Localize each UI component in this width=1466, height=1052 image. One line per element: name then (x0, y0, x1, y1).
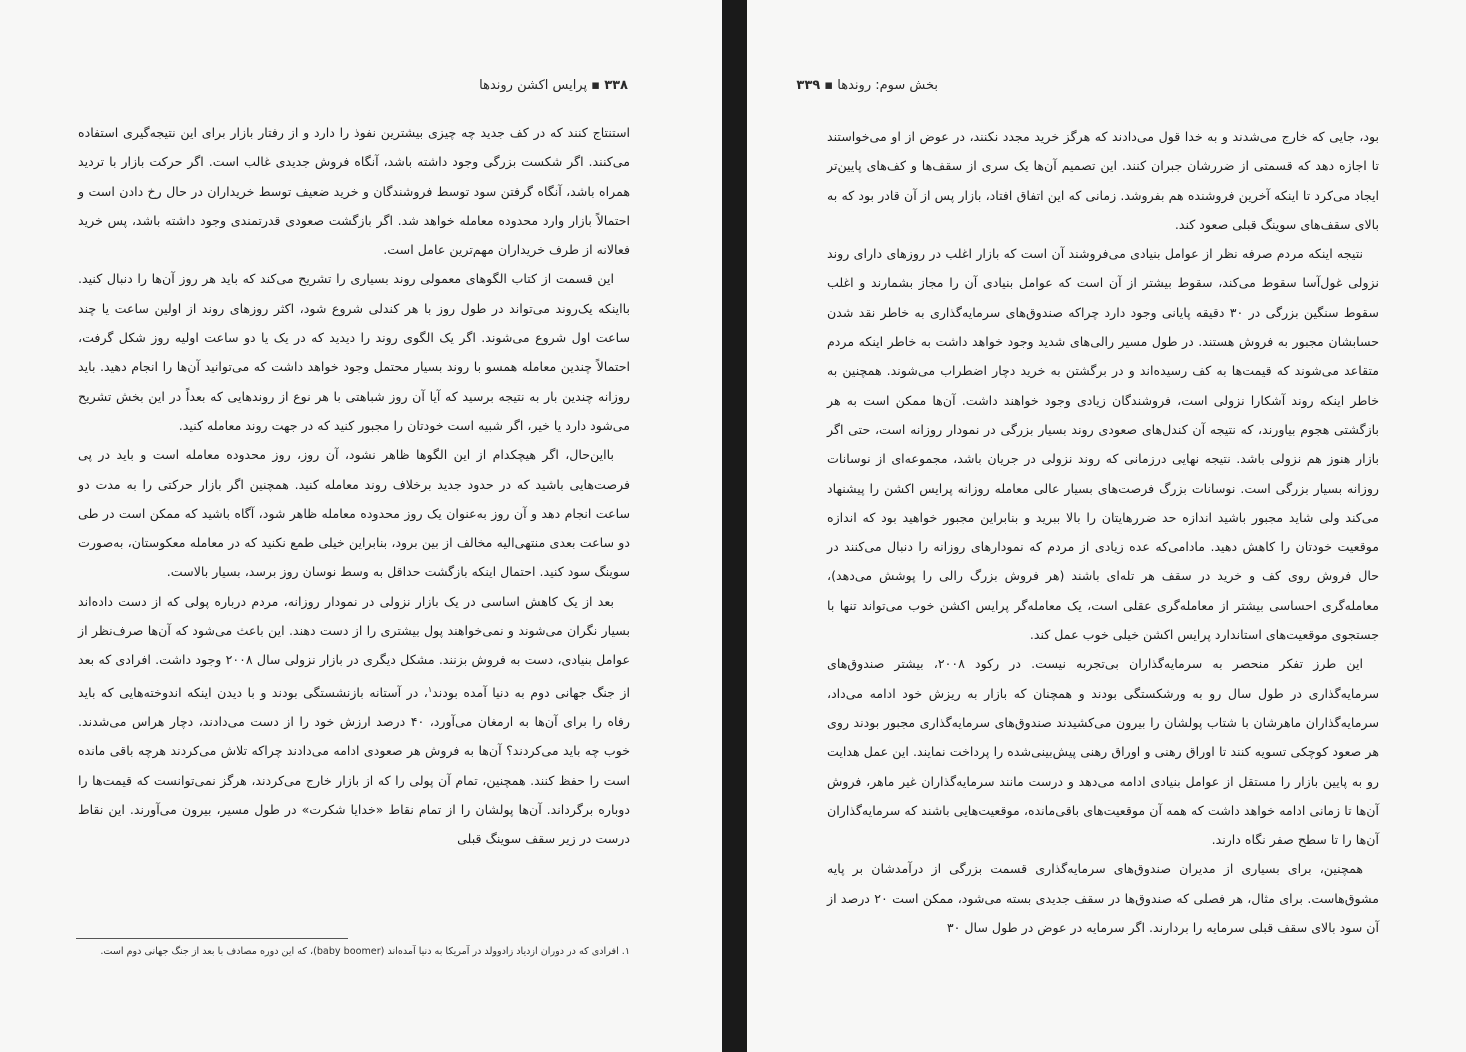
left-page (0, 0, 722, 1052)
footnote-marker: ۱ (427, 684, 433, 694)
paragraph-text: ، در آستانه بازنشستگی بودند و با دیدن اینکه اندوخته‌هایی که باید رفاه را برای آن‌ها به ارمغان می‌آورد، ۴۰ درصد ارزش خود را از دست می‌دادند، دچار هراس می‌شدند. خوب چه باید می‌کردند؟ آن‌ها به فروش هر صعودی ادامه می‌دادند چراکه تلاش می‌کردند هرچه باقی مانده است را حفظ کنند. همچنین، تمام آن پولی را که از بازار خارج می‌کردند، هرگز نمی‌توانست که قیمت‌ها را دوباره برگرداند. آن‌ها پولشان را از تمام نقاط «خدایا شکرت» در طول مسیر، بیرون می‌آورند. این نقاط درست در زیر سقف سوینگ قبلی (78, 684, 630, 847)
page-number: ۳۳۹ (796, 78, 821, 93)
paragraph: بود، جایی که خارج می‌شدند و به خدا قول می‌دادند که هرگز خرید مجدد نکنند، در عوض از او می‌خواستند تا اجازه دهد که قسمتی از ضررشان جبران کنند. این تصمیم آن‌ها یک سری از سقف‌ها و کف‌های پایین‌تر ایجاد می‌کرد تا اینکه آخرین فروشنده هم بفروشد. زمانی که این اتفاق افتاد، بازار پس از آن قادر بود که به بالای سقف‌های سوینگ قبلی صعود کند. (827, 129, 1379, 232)
header-separator: ▪ (824, 78, 834, 93)
running-header (796, 78, 938, 93)
page-body (78, 118, 630, 854)
paragraph: همچنین، برای بسیاری از مدیران صندوق‌های سرمایه‌گذاری قسمت بزرگی از درآمدشان بر پایه مشوق‌هاست. برای مثال، هر فصلی که صندوق‌ها در سقف جدیدی بسته می‌شود، ممکن است ۲۰ درصد از آن سود بالای سقف قبلی سرمایه را بردارند. اگر سرمایه در عوض در طول سال ۳۰ (827, 861, 1379, 936)
header-separator: ▪ (591, 78, 601, 93)
footnote-divider (76, 938, 348, 939)
paragraph: این قسمت از کتاب الگوهای معمولی روند بسیاری را تشریح می‌کند که باید هر روز آن‌ها را دنبال کنید. بااینکه یک‌روند می‌تواند در طول روز با هر کندلی شروع شود، اکثر روزهای روند از اولین ساعت یا چند ساعت اول شروع می‌شوند. اگر یک الگوی روند را دیدید که در یک یا دو ساعت اولیه روز شکل گرفت، احتمالاً چندین معامله همسو با روند بسیار محتمل وجود خواهد داشت که می‌توانید آن‌ها را انجام دهید. باید روزانه چندین بار به نتیجه برسید که آیا آن روز شباهتی با هر نوع از روندهایی که بعداً در این بخش تشریح می‌شود دارد یا خیر، اگر شبیه است خودتان را مجبور کنید که در جهت روند معامله کنید. (78, 271, 630, 433)
header-title: پرایس اکشن روندها (479, 78, 588, 93)
paragraph: بااین‌حال، اگر هیچکدام از این الگوها ظاهر نشود، آن روز، روز محدوده معامله است و باید در پی فرصت‌هایی باشید که در حدود جدید برخلاف روند معامله کنید. همچنین اگر بازار حرکتی را به مدت دو ساعت انجام دهد و آن روز به‌عنوان یک روز محدوده معامله ظاهر شود، آگاه باشید که ممکن است در طی دو ساعت بعدی منتهی‌الیه مخالف از بین برود، بنابراین خیلی طمع نکنید که در معامله معکوستان، به‌صورت سوینگ سود کنید. احتمال اینکه بازگشت حداقل به وسط نوسان روز برسد، بسیار بالاست. (78, 447, 630, 580)
paragraph: استنتاج کنند که در کف جدید چه چیزی بیشترین نفوذ را دارد و از رفتار بازار برای این نتیجه‌گیری استفاده می‌کنند. اگر شکست بزرگی وجود داشته باشد، آنگاه فروش جدیدی غالب است. اگر حرکت بازار با تردید همراه باشد، آنگاه گرفتن سود توسط فروشندگان و خرید ضعیف توسط خریداران در حال رخ دادن است و احتمالاً بازار وارد محدوده معامله خواهد شد. اگر بازگشت صعودی قدرتمندی وجود داشته باشد، پس خرید فعالانه از طرف خریداران مهم‌ترین عامل است. (78, 125, 630, 258)
page-number: ۳۳۸ (604, 78, 628, 93)
footnote: ۱. افرادی که در دوران ازدیاد زادوولد در آمریکا به دنیا آمده‌اند (baby boomer)، که این دوره مصادف با بعد از جنگ جهانی دوم است. (100, 946, 630, 957)
running-header (479, 78, 628, 93)
paragraph-text: بعد از یک کاهش اساسی در یک بازار نزولی در نمودار روزانه، مردم درباره پولی که از دست داده‌اند بسیار نگران می‌شوند و نمی‌خواهند پول بیشتری را از دست دهند. این باعث می‌شود که آن‌ها صرف‌نظر از عوامل بنیادی، دست به فروش بزنند. مشکل دیگری در بازار نزولی سال ۲۰۰۸ وجود داشت. افرادی که بعد از جنگ جهانی دوم به دنیا آمده بودند (78, 593, 631, 700)
paragraph: این طرز تفکر منحصر به سرمایه‌گذاران بی‌تجربه نیست. در رکود ۲۰۰۸، بیشتر صندوق‌های سرمایه‌گذاری در طول سال رو به ورشکستگی بودند و همچنان که بازار به ریزش خود ادامه می‌داد، سرمایه‌گذاران ماهرشان با شتاب پولشان را بیرون می‌کشیدند صندوق‌های سرمایه‌گذاری مجبور بودند روی هر صعود کوچکی تسویه کنند تا اوراق رهنی و اوراق رهنی پیش‌بینی‌شده را پرداخت نمایند. این عمل هدایت رو به پایین بازار را مستقل از عوامل بنیادی ادامه می‌دهد و درست مانند سرمایه‌گذاران غیر ماهر، فروش آن‌ها تا زمانی ادامه خواهد داشت که همه آن موقعیت‌های باقی‌مانده، موقعیت‌هایی باشند که سرمایه‌گذاران آن‌ها را تا سطح صفر نگاه دارند. (827, 656, 1379, 848)
header-title: بخش سوم: روندها (837, 78, 938, 93)
paragraph: نتیجه اینکه مردم صرفه نظر از عوامل بنیادی می‌فروشند آن است که بازار اغلب در روزهای دارای روند نزولی غول‌آسا سقوط می‌کند، سقوط بیشتر از آن است که عوامل بنیادی آن را مجاز بشمارند و اغلب سقوط سنگین بزرگی در ۳۰ دقیقه پایانی وجود دارد چراکه صندوق‌های سرمایه‌گذاری به خاطر نقد شدن حسابشان مجبور به فروش هستند. در طول مسیر رالی‌های شدید وجود خواهد داشت به خاطر اینکه مردم متقاعد می‌شوند که قیمت‌ها به کف رسیده‌اند و در برگشتن به خرید دچار اضطراب می‌شوند. همچنین به خاطر اینکه روند آشکارا نزولی است، فروشندگان زیادی وجود خواهند داشت. آن‌ها ممکن است به هر بازگشتی هجوم بیاورند، که نتیجه آن کندل‌های صعودی روند بسیار بزرگی در نمودار روزانه است، حتی اگر بازار هنوز هم نزولی باشد. نتیجه نهایی درزمانی که روند نزولی در جریان باشد، مجموعه‌ای از نوسانات روزانه بسیار بزرگی است. نوسانات بزرگ فرصت‌های بسیار عالی معامله روزانه پرایس اکشن را پیشنهاد می‌کند ولی شاید مجبور باشید اندازه حد ضررهایتان را بالا ببرید و بنابراین مجبور خواهید بود که اندازه موقعیت خودتان را کاهش دهید. مادامی‌که عده زیادی از مردم که نمودارهای روزانه را دنبال می‌کنند در حال فروش روی کف و خرید در سقف هر تله‌ای باشند (هر فروش بزرگ رالی را پوشش می‌دهد)، معامله‌گری احساسی بیشتر از معامله‌گری عقلی است، یک معامله‌گر پرایس اکشن خوب می‌تواند تنها با جستجوی موقعیت‌های استاندارد پرایس اکشن خیلی خوب عمل کند. (827, 246, 1379, 643)
paragraph (78, 587, 630, 854)
page-body (827, 122, 1379, 942)
right-page (747, 0, 1466, 1052)
